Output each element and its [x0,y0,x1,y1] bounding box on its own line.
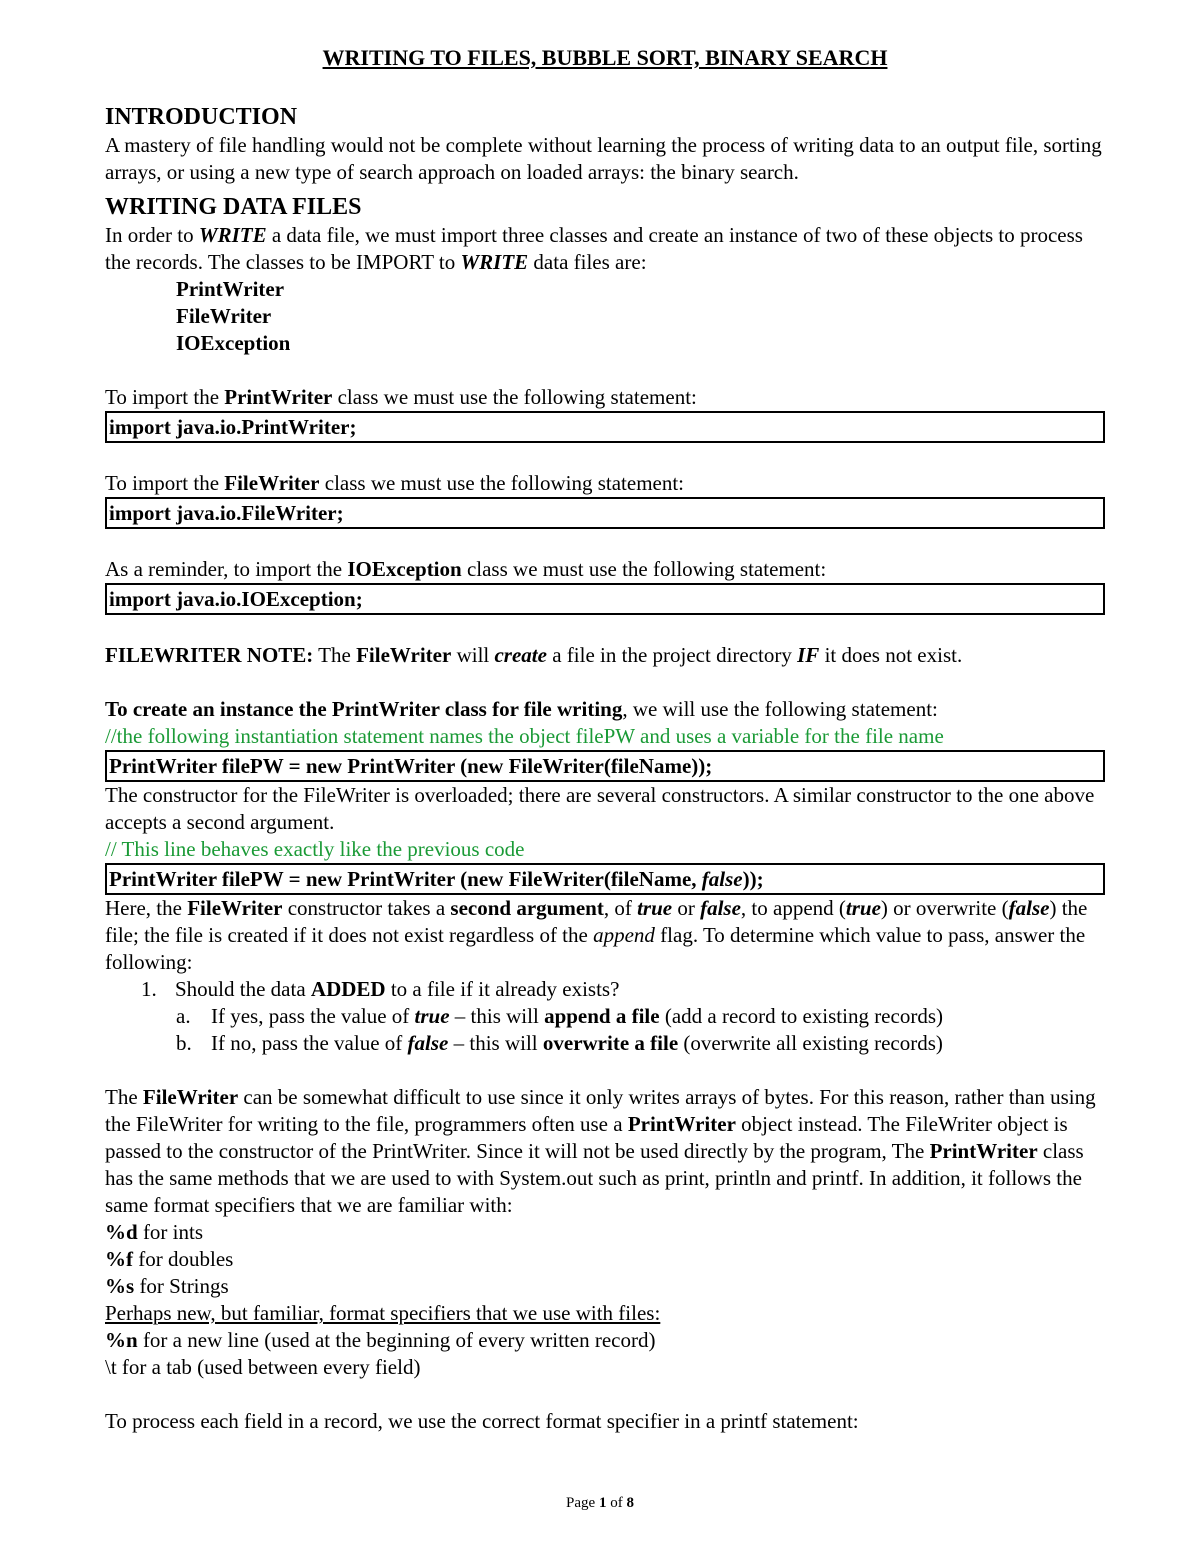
filewriter-paragraph: The FileWriter can be somewhat difficult to use since it only writes arrays of bytes. For this reason, rather than using the FileWriter for writing to the file, programmers often use a PrintWriter object instead. The FileWriter object is passed to the constructor of the PrintWriter. Since it will not be used directly by the program, The PrintWriter class has the same methods that we are used to with System.out such as print, println and printf. In addition, it follows the same format specifiers that we are familiar with: [105,1085,1096,1217]
import-filewriter-text: To import the FileWriter class we must use the following statement: [105,471,685,495]
spec-newline: %n for a new line (used at the beginning of every written record) [105,1328,656,1352]
page-footer: Page 1 of 8 [566,1495,634,1511]
document-title: WRITING TO FILES, BUBBLE SORT, BINARY SEARCH [322,45,888,70]
spec-strings: %s for Strings [105,1274,229,1298]
class-item-printwriter: PrintWriter [176,277,285,301]
append-explanation: Here, the FileWriter constructor takes a second argument, of true or false, to append (true) or overwrite (false) the file; the file is created if it does not exist regardless of the append flag. To determine which value to pass, answer the following: [105,896,1088,974]
list-item: a. If yes, pass the value of true – this will append a file (add a record to existing records) [176,1004,943,1028]
code-comment-instantiation: //the following instantiation statement names the object filePW and uses a variable for the file name [105,724,944,748]
import-printwriter-text: To import the PrintWriter class we must use the following statement: [105,385,697,409]
intro-heading: INTRODUCTION [105,104,298,130]
filewriter-note: FILEWRITER NOTE: The FileWriter will create a file in the project directory IF it does not exist. [105,643,963,667]
spec-doubles: %f for doubles [105,1247,234,1271]
spec-tab: \t for a tab (used between every field) [105,1355,421,1379]
import-ioexception-text: As a reminder, to import the IOException class we must use the following statement: [105,557,827,581]
overload-paragraph: The constructor for the FileWriter is overloaded; there are several constructors. A similar constructor to the one above accepts a second argument. [105,783,1095,834]
list-item: b. If no, pass the value of false – this will overwrite a file (overwrite all existing records) [176,1031,943,1055]
process-paragraph: To process each field in a record, we use the correct format specifier in a printf statement: [105,1409,859,1433]
instance-paragraph: To create an instance the PrintWriter class for file writing, we will use the following statement: [105,697,938,721]
code-box-printwriter-append: PrintWriter filePW = new PrintWriter (new FileWriter(fileName, false)); [105,863,1105,895]
writing-paragraph: In order to WRITE a data file, we must import three classes and create an instance of two of these objects to process the records. The classes to be IMPORT to WRITE data files are: [105,223,1083,274]
intro-paragraph: A mastery of file handling would not be complete without learning the process of writing data to an output file, sorting arrays, or using a new type of search approach on loaded arrays: the binary search. [105,133,1102,184]
decision-list [105,976,1105,1057]
class-item-filewriter: FileWriter [176,304,272,328]
writing-heading: WRITING DATA FILES [105,194,362,220]
file-specifiers-heading: Perhaps new, but familiar, format specifiers that we use with files: [105,1301,661,1325]
class-item-ioexception: IOException [176,331,291,355]
code-box-printwriter-instance: PrintWriter filePW = new PrintWriter (new FileWriter(fileName)); [105,750,1105,782]
spec-ints: %d for ints [105,1220,204,1244]
page-content [105,40,1105,1435]
code-comment-behaves: // This line behaves exactly like the previous code [105,837,525,861]
code-box-import-filewriter: import java.io.FileWriter; [105,497,1105,529]
code-box-import-ioexception: import java.io.IOException; [105,583,1105,615]
code-box-import-printwriter: import java.io.PrintWriter; [105,411,1105,443]
list-item: 1. Should the data ADDED to a file if it already exists? [141,977,620,1001]
